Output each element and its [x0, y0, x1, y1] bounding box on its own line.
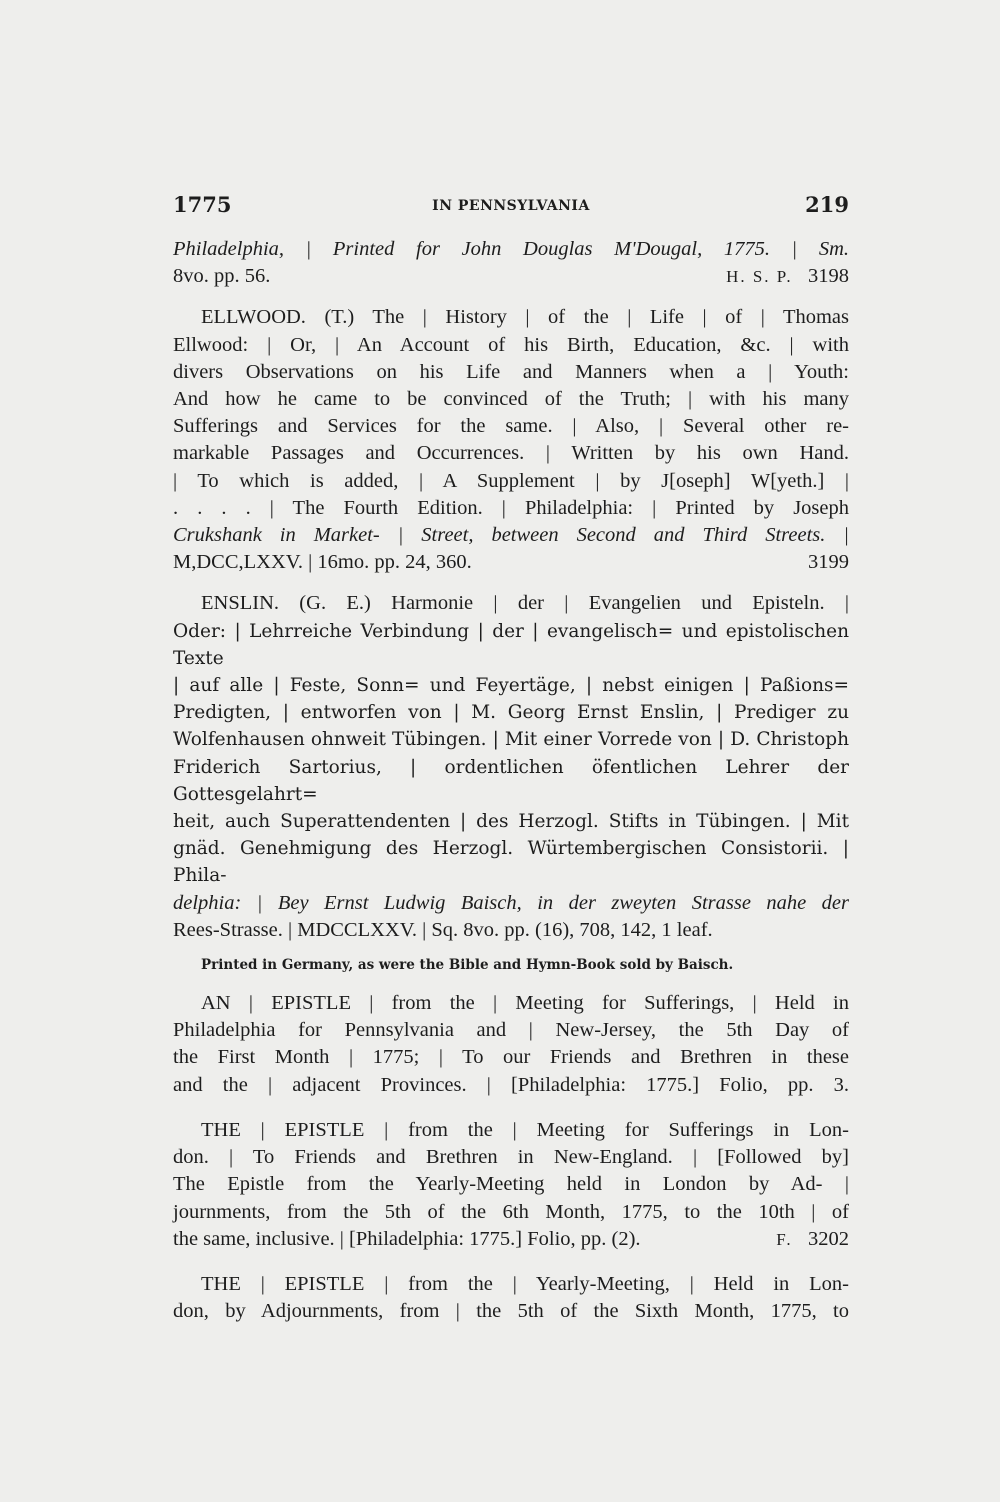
- running-head: [173, 192, 849, 222]
- entry-line-last: Rees-Strasse. | MDCCLXXV. | Sq. 8vo. pp. (16), 708, 142, 1 leaf.: [173, 918, 713, 941]
- entry-number-value: 3202: [808, 1227, 849, 1250]
- entry-line: Philadelphia, | Printed for John Douglas M'Dougal, 1775. | Sm.: [173, 238, 849, 260]
- entry-line-last: [173, 1226, 849, 1253]
- entry-line: Crukshank in Market- | Street, between Second and Third Streets. |: [173, 524, 849, 547]
- entry-number: [726, 263, 849, 290]
- entry-line: THE | EPISTLE | from the | Meeting for Sufferings in Lon-: [201, 1118, 849, 1141]
- entry-line: And how he came to be convinced of the Truth; | with his many: [173, 388, 849, 411]
- entry-note: Printed in Germany, as were the Bible and Hymn-Book sold by Baisch.: [201, 957, 734, 974]
- entry-line: ELLWOOD. (T.) The | History | of the | Life | of | Thomas: [201, 306, 849, 329]
- entry-line: don. | To Friends and Brethren in New-England. | [Followed by]: [173, 1146, 849, 1169]
- entry-line: | To which is added, | A Supplement | by J[oseph] W[yeth.] |: [173, 469, 849, 492]
- entry-line: Ellwood: | Or, | An Account of his Birth, Education, &c. | with: [173, 333, 849, 356]
- entry-the-epistle-yearly: [173, 1271, 849, 1325]
- entry-line: and the | adjacent Provinces. | [Philadelphia: 1775.] Folio, pp. 3.: [173, 1073, 849, 1096]
- entry-3198: [173, 236, 849, 290]
- entry-line: the First Month | 1775; | To our Friends and Brethren in these: [173, 1046, 849, 1069]
- entry-3199: [173, 304, 849, 576]
- entry-line: divers Observations on his Life and Manners when a | Youth:: [173, 360, 849, 383]
- entry-line: AN | EPISTLE | from the | Meeting for Sufferings, | Held in: [201, 992, 849, 1015]
- entry-number-value: 3198: [808, 265, 849, 288]
- entry-line: Wolfenhausen ohnweit Tübingen. | Mit einer Vorrede von | D. Christoph: [173, 729, 849, 751]
- entry-line-last: [173, 549, 849, 576]
- entry-line: THE | EPISTLE | from the | Yearly-Meeting, | Held in Lon-: [201, 1272, 849, 1295]
- entry-line: Sufferings and Services for the same. | Also, | Several other re-: [173, 415, 849, 438]
- entry-location: H. S. P.: [726, 267, 793, 287]
- bibliography-entries: [173, 236, 849, 1325]
- entry-line: The Epistle from the Yearly-Meeting held in London by Ad- |: [173, 1173, 849, 1196]
- entry-line: journments, from the 5th of the 6th Month, 1775, to the 10th | of: [173, 1200, 849, 1223]
- entry-line-text: the same, inclusive. | [Philadelphia: 1775.] Folio, pp. (2).: [173, 1227, 641, 1250]
- entry-number: 3199: [808, 551, 849, 574]
- entry-an-epistle: [173, 990, 849, 1099]
- entry-line: Oder: | Lehrreiche Verbindung | der | evangelisch= und epistolischen Texte: [173, 620, 849, 669]
- entry-line: ENSLIN. (G. E.) Harmonie | der | Evangelien und Episteln. |: [201, 592, 849, 615]
- entry-line: heit, auch Superattendenten | des Herzogl. Stifts in Tübingen. | Mit: [173, 811, 849, 833]
- page-number: 219: [805, 192, 849, 217]
- entry-line-text: 8vo. pp. 56.: [173, 265, 271, 288]
- entry-location: F.: [776, 1229, 793, 1249]
- book-page: [173, 192, 849, 1325]
- entry-line: markable Passages and Occurrences. | Written by his own Hand.: [173, 442, 849, 465]
- entry-number: [776, 1226, 849, 1253]
- entry-line: . . . . | The Fourth Edition. | Philadelphia: | Printed by Joseph: [173, 496, 849, 519]
- entry-line: Predigten, | entworfen von | M. Georg Ernst Enslin, | Prediger zu: [173, 702, 849, 724]
- entry-line-last: [173, 263, 849, 290]
- entry-line: Friderich Sartorius, | ordentlichen öfentlichen Lehrer der Gottesgelahrt=: [173, 756, 849, 805]
- entry-enslin: [173, 590, 849, 976]
- entry-line: | auf alle | Feste, Sonn= und Feyertäge, | nebst einigen | Paßions=: [173, 675, 849, 697]
- entry-3202: [173, 1117, 849, 1253]
- entry-line: gnäd. Genehmigung des Herzogl. Würtembergischen Consistorii. | Phila-: [173, 838, 849, 887]
- entry-line: Philadelphia for Pennsylvania and | New-Jersey, the 5th Day of: [173, 1019, 849, 1042]
- entry-line: delphia: | Bey Ernst Ludwig Baisch, in der zweyten Strasse nahe der: [173, 891, 849, 914]
- entry-line: don, by Adjournments, from | the 5th of the Sixth Month, 1775, to: [173, 1300, 849, 1323]
- running-head-title: IN PENNSYLVANIA: [432, 198, 590, 214]
- running-head-year: 1775: [173, 192, 232, 217]
- entry-line-text: M,DCC,LXXV. | 16mo. pp. 24, 360.: [173, 551, 472, 574]
